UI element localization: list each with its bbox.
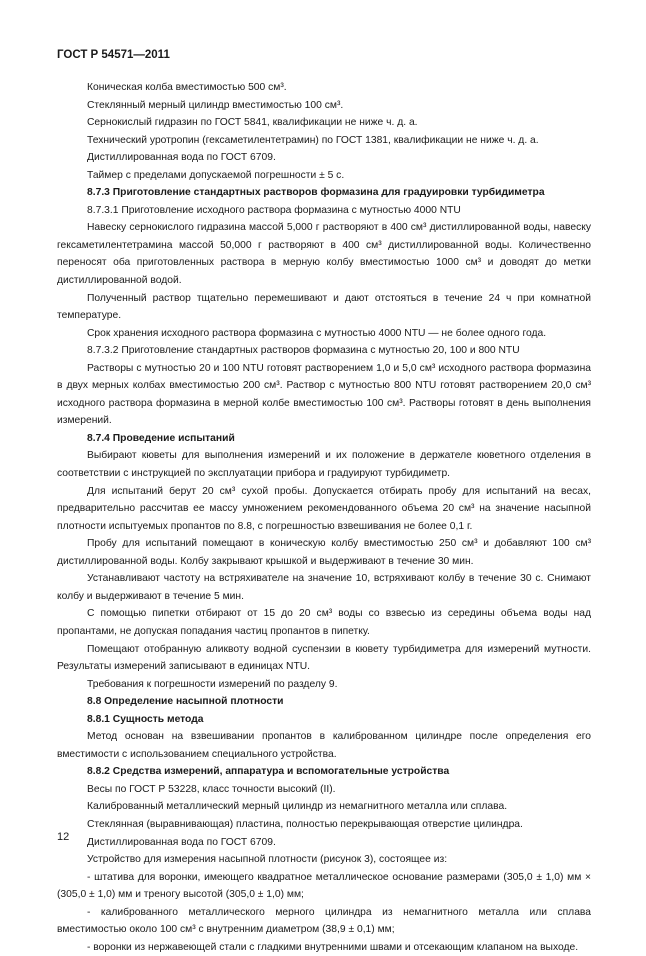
paragraph: Сернокислый гидразин по ГОСТ 5841, квалификации не ниже ч. д. а. bbox=[87, 117, 418, 129]
paragraph: - штатива для воронки, имеющего квадратное металлическое основание размерами (305,0 ± 1,0) мм × (305,0 ± 1,0) мм и треногу высотой (305,0 ± 1,0) мм; bbox=[57, 871, 591, 901]
paragraph: Навеску сернокислого гидразина массой 5,000 г растворяют в 400 см³ дистиллированной воды, навеску гексаметилентетрамина массой 50,000 г растворяют в 400 см³ дистиллированной воды. Количественно переносят оба приготовленных раствора в мерную колбу вместимостью 1000 см³ и доводят до метки дистиллированной водой. bbox=[57, 222, 591, 287]
paragraph: Калиброванный металлический мерный цилиндр из немагнитного металла или сплава. bbox=[87, 801, 508, 813]
paragraph: Для испытаний берут 20 см³ сухой пробы. Допускается отбирать пробу для испытаний на весах, предварительно рассчитав ее массу умножением рекомендованного объема 20 см³ на значение насыпной плотности испытуемых пропантов по 8.8, с погрешностью взвешивания не более 0,1 г. bbox=[57, 485, 591, 532]
paragraph: Технический уротропин (гексаметилентетрамин) по ГОСТ 1381, квалификации не ниже ч. д. а. bbox=[87, 134, 539, 146]
paragraph: Полученный раствор тщательно перемешивают и дают отстояться в течение 24 ч при комнатной температуре. bbox=[57, 292, 591, 322]
paragraph: Дистиллированная вода по ГОСТ 6709. bbox=[87, 152, 276, 164]
page-number: 12 bbox=[57, 831, 70, 843]
paragraph: Помещают отобранную аликвоту водной суспензии в кювету турбидиметра для измерений мутности. Результаты измерений записывают в единицах NTU. bbox=[57, 643, 591, 673]
document-header: ГОСТ Р 54571—2011 bbox=[57, 49, 170, 61]
paragraph: Растворы с мутностью 20 и 100 NTU готовят растворением 1,0 и 5,0 см³ исходного раствора формазина в двух мерных колбах вместимостью 200 см³. Раствор с мутностью 800 NTU готовят растворением 20,0 см³ исходного раствора формазина в мерной колбе вместимостью 100 см³. Растворы готовят в день выполнения измерений. bbox=[57, 362, 591, 427]
section-heading: 8.8.2 Средства измерений, аппаратура и вспомогательные устройства bbox=[87, 766, 450, 778]
section-heading: 8.8 Определение насыпной плотности bbox=[87, 696, 284, 708]
paragraph: 8.7.3.2 Приготовление стандартных растворов формазина с мутностью 20, 100 и 800 NTU bbox=[87, 345, 520, 357]
paragraph: Коническая колба вместимостью 500 см³. bbox=[87, 82, 287, 93]
section-heading: 8.7.3 Приготовление стандартных растворов формазина для градуировки турбидиметра bbox=[87, 187, 545, 199]
paragraph: Стеклянная (выравнивающая) пластина, полностью перекрывающая отверстие цилиндра. bbox=[87, 818, 523, 830]
paragraph: Выбирают кюветы для выполнения измерений и их положение в держателе кюветного отделения в соответствии с инструкцией по эксплуатации прибора и градуируют турбидиметр. bbox=[57, 450, 591, 480]
paragraph: Пробу для испытаний помещают в коническую колбу вместимостью 250 см³ и добавляют 100 см³ дистиллированной воды. Колбу закрывают крышкой и выдерживают в течение 30 мин. bbox=[57, 538, 591, 567]
paragraph: С помощью пипетки отбирают от 15 до 20 см³ воды со взвесью из середины объема воды над пропантами, не допуская попадания частиц пропантов в пипетку. bbox=[57, 608, 591, 637]
paragraph: Метод основан на взвешивании пропантов в калиброванном цилиндре после определения его вместимости с использованием специального устройства. bbox=[57, 731, 591, 760]
paragraph: Требования к погрешности измерений по разделу 9. bbox=[87, 678, 338, 690]
paragraph: Дистиллированная вода по ГОСТ 6709. bbox=[87, 836, 276, 848]
paragraph: Устройство для измерения насыпной плотности (рисунок 3), состоящее из: bbox=[87, 854, 448, 866]
paragraph: 8.7.3.1 Приготовление исходного раствора формазина с мутностью 4000 NTU bbox=[87, 204, 461, 216]
paragraph: Таймер с пределами допускаемой погрешности ± 5 с. bbox=[87, 169, 345, 181]
paragraph: Устанавливают частоту на встряхивателе на значение 10, встряхивают колбу в течение 30 с. Снимают колбу и выдерживают в течение 5 мин. bbox=[57, 573, 591, 602]
paragraph: - воронки из нержавеющей стали с гладкими внутренними швами и отсекающим клапаном на выходе. bbox=[87, 941, 579, 953]
section-heading: 8.7.4 Проведение испытаний bbox=[87, 432, 235, 444]
document-body bbox=[57, 79, 591, 956]
paragraph: Весы по ГОСТ Р 53228, класс точности высокий (II). bbox=[87, 783, 336, 795]
section-heading: 8.8.1 Сущность метода bbox=[87, 713, 204, 725]
paragraph: Стеклянный мерный цилиндр вместимостью 100 см³. bbox=[87, 99, 344, 111]
paragraph: Срок хранения исходного раствора формазина с мутностью 4000 NTU — не более одного года. bbox=[87, 327, 547, 339]
paragraph: - калиброванного металлического мерного цилиндра из немагнитного металла или сплава вместимостью около 100 см³ с внутренним диаметром (38,9 ± 0,1) мм; bbox=[57, 906, 591, 936]
